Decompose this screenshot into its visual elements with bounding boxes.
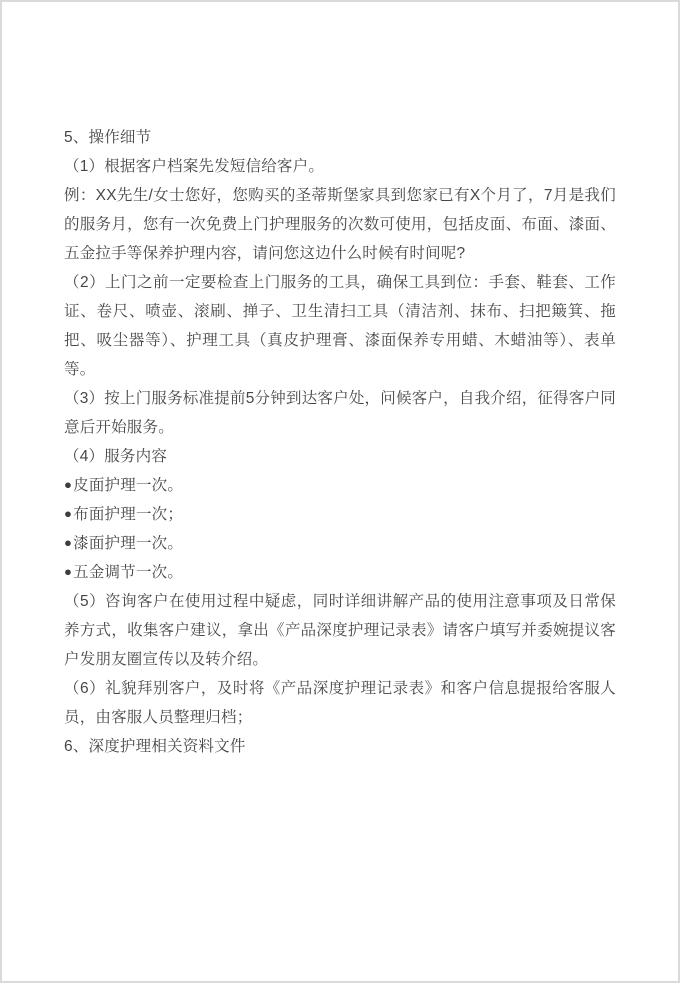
service-item-list — [64, 471, 616, 587]
step-4-heading: （4）服务内容 — [64, 448, 168, 465]
step-1-paragraph: （1）根据客户档案先发短信给客户。 — [64, 158, 325, 175]
step-5-paragraph: （5）咨询客户在使用过程中疑虑，同时详细讲解产品的使用注意事项及日常保养方式，收集客户建议，拿出《产品深度护理记录表》请客户填写并委婉提议客户发朋友圈宣传以及转介绍。 — [64, 593, 616, 668]
service-item-text: 漆面护理一次。 — [73, 535, 184, 552]
bullet-icon: ● — [64, 535, 73, 550]
bullet-icon: ● — [64, 506, 73, 521]
service-item-text: 布面护理一次； — [73, 506, 184, 523]
step-2-paragraph: （2）上门之前一定要检查上门服务的工具，确保工具到位：手套、鞋套、工作证、卷尺、喷壶、滚刷、掸子、卫生清扫工具（清洁剂、抹布、扫把簸箕、拖把、吸尘器等）、护理工具（真皮护理膏、漆面保养专用蜡、木蜡油等）、表单等。 — [64, 274, 616, 378]
bullet-icon: ● — [64, 564, 73, 579]
sms-example-paragraph: 例：XX先生/女士您好，您购买的圣蒂斯堡家具到您家已有X个月了，7月是我们的服务月，您有一次免费上门护理服务的次数可使用，包括皮面、布面、漆面、五金拉手等保养护理内容，请问您这边什么时候有时间呢? — [64, 187, 616, 262]
service-item-text: 皮面护理一次。 — [73, 477, 184, 494]
step-6-paragraph: （6）礼貌拜别客户，及时将《产品深度护理记录表》和客户信息提报给客服人员，由客服人员整理归档； — [64, 680, 616, 726]
document-body — [2, 2, 678, 761]
section-5-heading: 5、操作细节 — [64, 129, 152, 146]
service-item — [64, 558, 616, 587]
service-item — [64, 500, 616, 529]
section-6-heading: 6、深度护理相关资料文件 — [64, 738, 246, 755]
service-item-text: 五金调节一次。 — [73, 564, 184, 581]
bullet-icon: ● — [64, 477, 73, 492]
step-3-paragraph: （3）按上门服务标准提前5分钟到达客户处，问候客户，自我介绍，征得客户同意后开始服务。 — [64, 390, 616, 436]
service-item — [64, 529, 616, 558]
service-item — [64, 471, 616, 500]
